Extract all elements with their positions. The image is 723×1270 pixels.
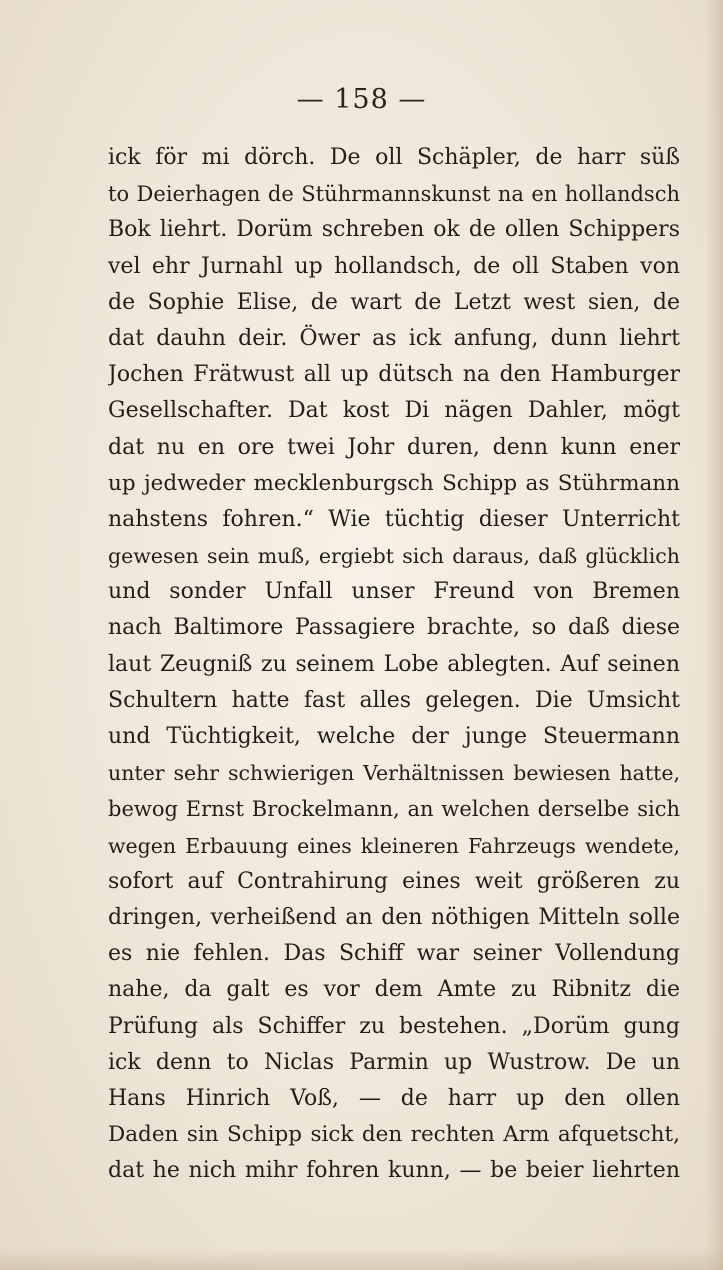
text-line: Jochen Frätwust all up dütsch na den Hamburger [108,362,680,388]
text-line: bewog Ernst Brockelmann, an welchen derselbe sich [108,797,680,822]
text-line: und sonder Unfall unser Freund von Bremen [108,579,680,605]
text-line: nahe, da galt es vor dem Amte zu Ribnitz die [108,977,680,1003]
text-line: to Deierhagen de Stührmannskunst na en hollandsch [108,182,680,207]
text-line: es nie fehlen. Das Schiff war seiner Vollendung [108,941,680,967]
text-line: sofort auf Contrahirung eines weit größeren zu [108,868,680,894]
text-line: Schultern hatte fast alles gelegen. Die Umsicht [108,687,680,713]
text-line: Bok liehrt. Dorüm schreben ok de ollen Schippers [108,217,680,243]
text-line: up jedweder mecklenburgsch Schipp as Stührmann [108,470,680,496]
text-line: Hans Hinrich Voß, — de harr up den ollen [108,1085,680,1111]
text-line: Prüfung als Schiffer zu bestehen. „Dorüm gung [108,1013,680,1039]
text-line: dringen, verheißend an den nöthigen Mitteln solle [108,904,680,930]
page-number: — 158 — [296,84,427,115]
text-line: dat dauhn deir. Öwer as ick anfung, dunn liehrt [108,325,680,351]
text-line: unter sehr schwierigen Verhältnissen bewiesen hatte, [108,761,680,786]
text-line: gewesen sein muß, ergiebt sich daraus, daß glücklich [108,544,680,569]
text-line: dat he nich mihr fohren kunn, — be beier liehrten [108,1158,680,1184]
text-line: nach Baltimore Passagiere brachte, so daß diese [108,615,680,641]
text-line: dat nu en ore twei Johr duren, denn kunn ener [108,434,680,460]
text-line: nahstens fohren.“ Wie tüchtig dieser Unterricht [108,506,680,532]
body-text [108,140,680,1189]
page-edge-shadow-bottom [0,1248,723,1270]
text-line: und Tüchtigkeit, welche der junge Steuermann [108,724,680,749]
text-line: ick denn to Niclas Parmin up Wustrow. De un [108,1049,680,1075]
page-edge-shadow-right [705,0,723,1270]
text-line: de Sophie Elise, de wart de Letzt west sien, de [108,289,680,315]
text-line: Daden sin Schipp sick den rechten Arm afquetscht, [108,1122,680,1148]
text-line: wegen Erbauung eines kleineren Fahrzeugs wendete, [108,833,680,858]
text-line: vel ehr Jurnahl up hollandsch, de oll Staben von [108,253,680,279]
text-line: Gesellschafter. Dat kost Di nägen Dahler, mögt [108,398,680,424]
text-line: laut Zeugniß zu seinem Lobe ablegten. Auf seinen [108,651,680,677]
text-line: ick för mi dörch. De oll Schäpler, de harr süß [108,145,680,170]
